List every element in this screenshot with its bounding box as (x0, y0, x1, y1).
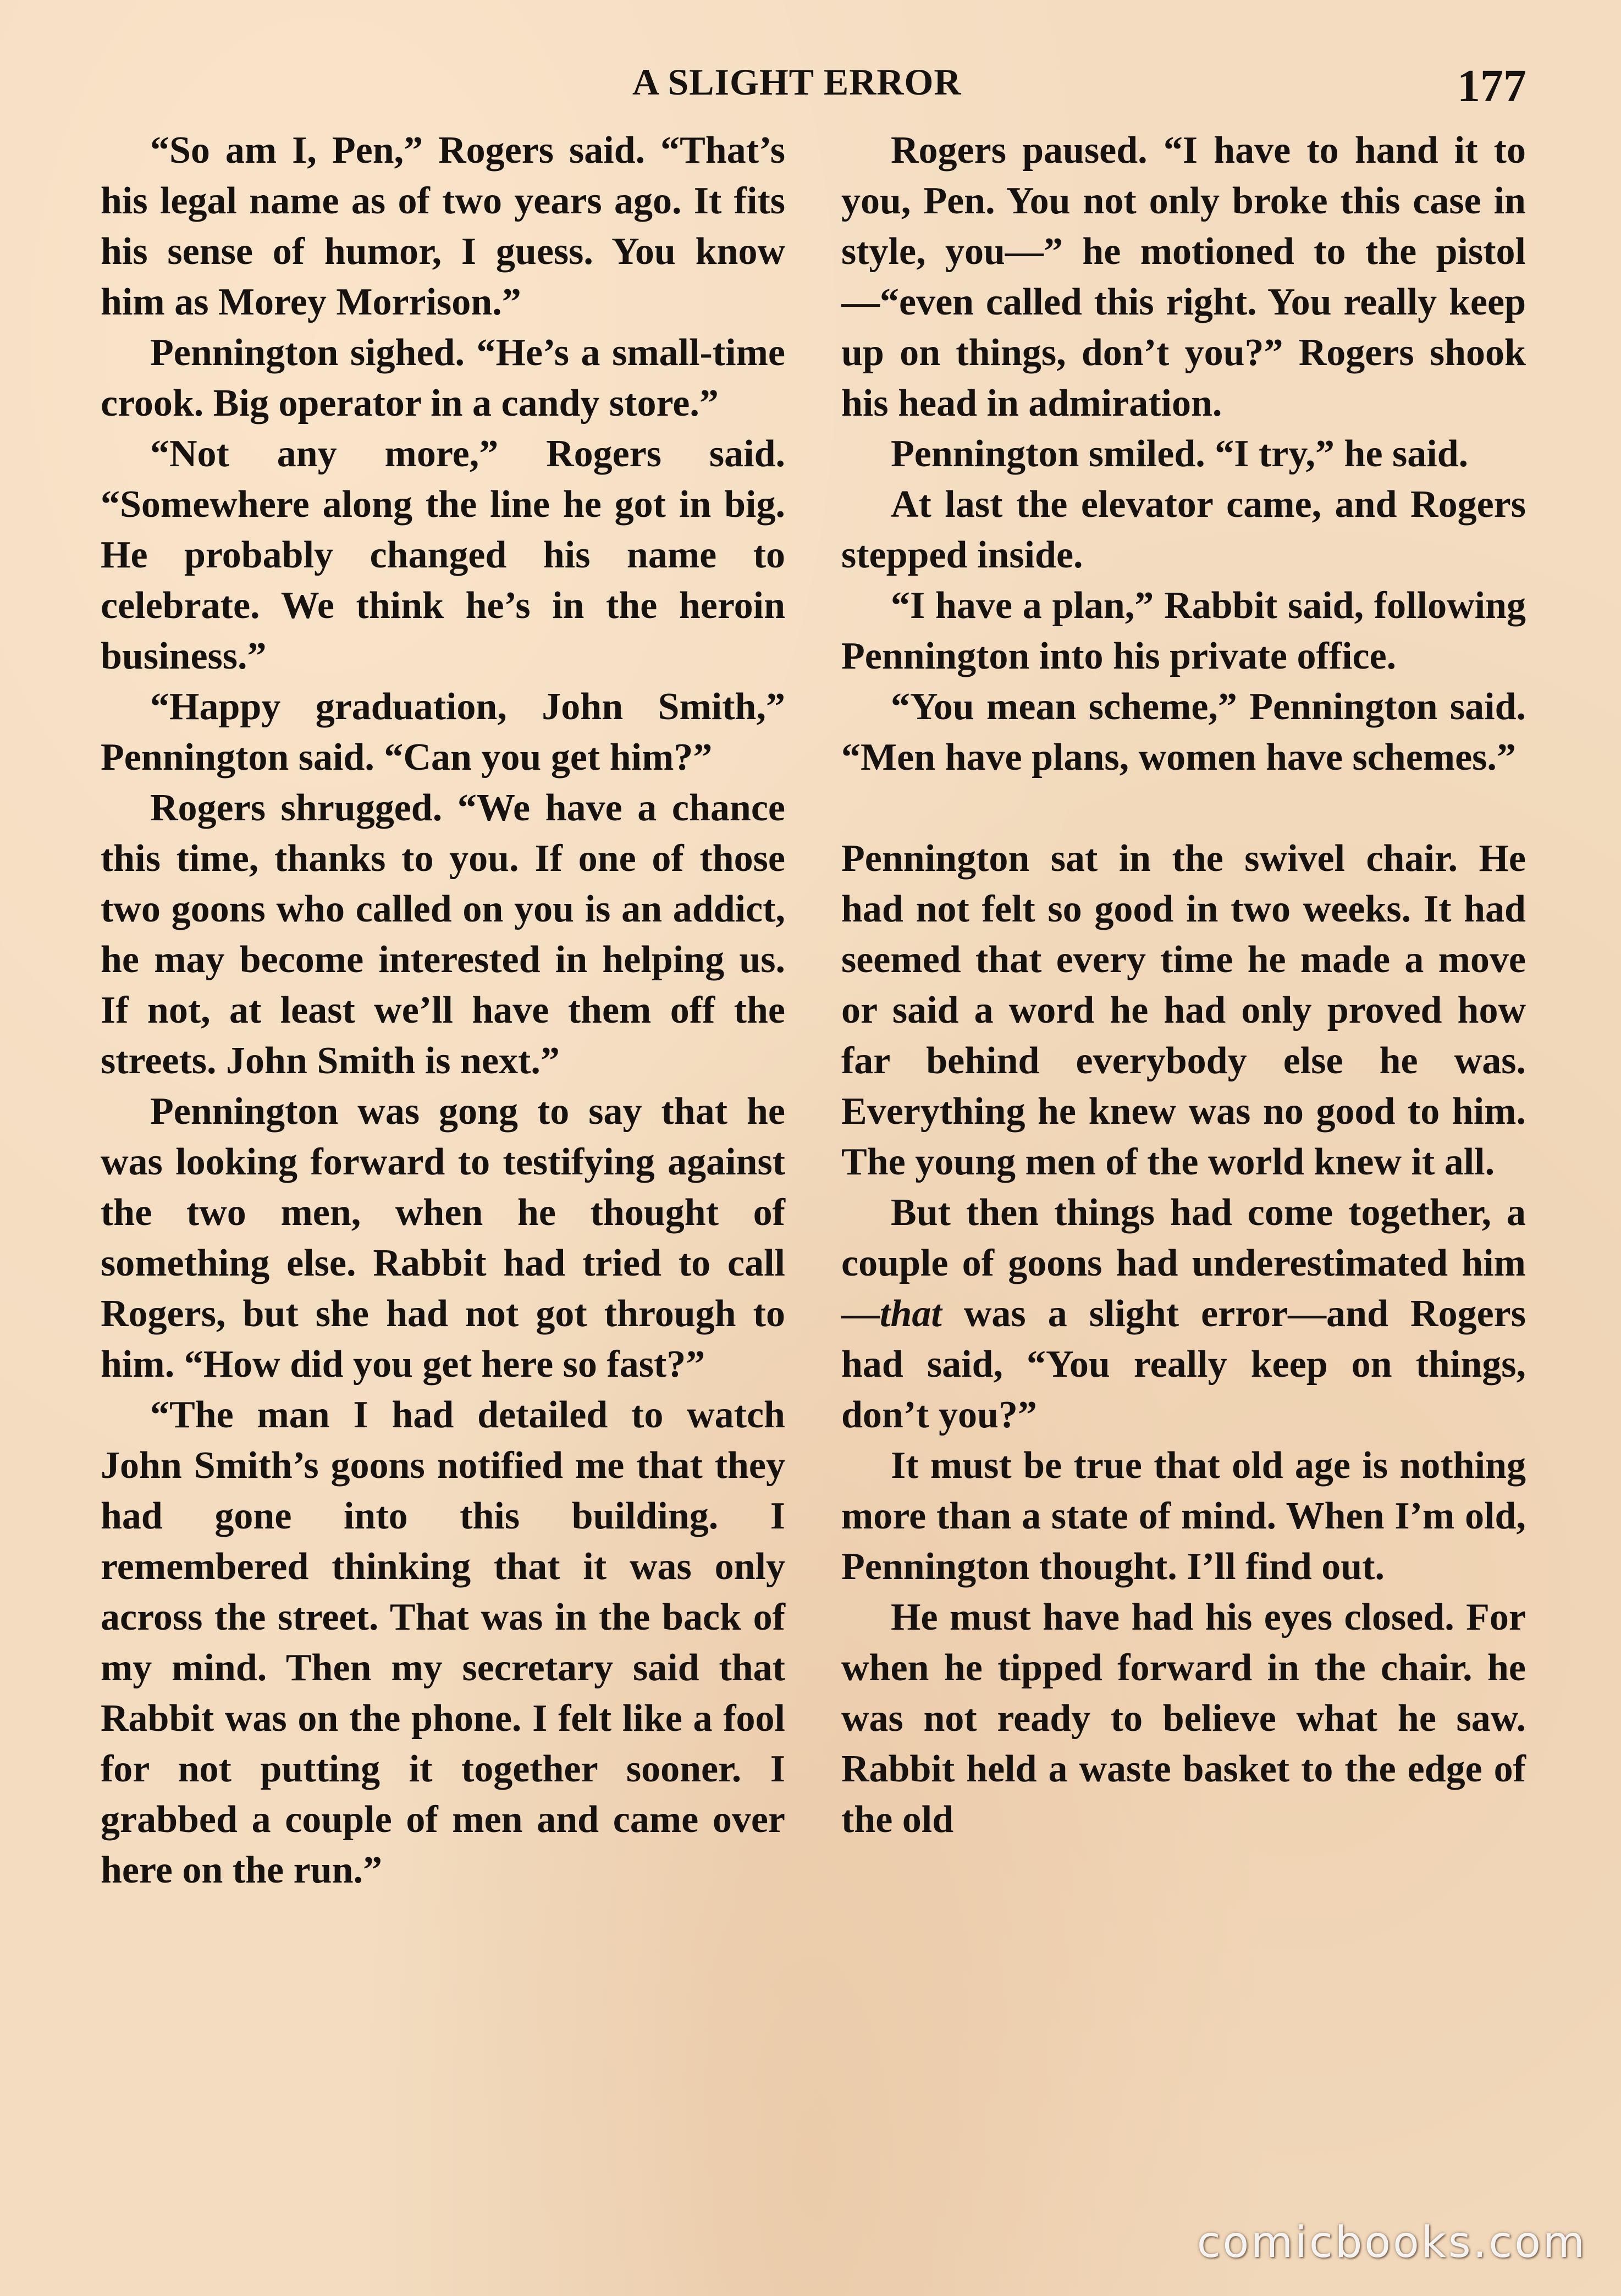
paragraph: Pennington was gong to say that he was looking forward to testifying against the two men, when he thought of something else. Rabbit had tried to call Rogers, but she had not got through to him. “How did you get here so fast?” (101, 1090, 785, 1386)
paragraph: “The man I had detailed to watch John Smith’s goons notified me that they had gone into this building. I remembered thinking that it was only across the street. That was in the back of my mind. Then my secretary said that Rabbit was on the phone. I felt like a fool for not putting it together sooner. I grabbed a couple of men and came over here on the run.” (101, 1394, 785, 1891)
paragraph: Rogers shrugged. “We have a chance this time, thanks to you. If one of those two goons who called on you is an addict, he may become interested in helping us. If not, at least we’ll have them off the streets. John Smith is next.” (101, 787, 785, 1082)
paragraph: “Happy graduation, John Smith,” Pennington said. “Can you get him?” (101, 686, 785, 779)
paragraph: “I have a plan,” Rabbit said, following Pennington into his private office. (841, 584, 1526, 677)
left-column (101, 125, 785, 1896)
italic-word: that (880, 1293, 942, 1335)
watermark: comicbooks.com (1197, 2218, 1587, 2267)
text-run: was a slight error—and Rogers had said, “You really keep on things, don’t you?” (841, 1293, 1526, 1436)
paragraph: At last the elevator came, and Rogers stepped inside. (841, 483, 1526, 576)
paragraph: Pennington smiled. “I try,” he said. (891, 433, 1469, 475)
paragraph: Rogers paused. “I have to hand it to you, Pen. You not only broke this case in style, you—” he motioned to the pistol—“even called this right. You really keep up on things, don’t you?” Rogers shook his head in admiration. (841, 129, 1526, 424)
paragraph: He must have had his eyes closed. For when he tipped forward in the chair. he was not ready to believe what he saw. Rabbit held a waste basket to the edge of the old (841, 1596, 1526, 1841)
text-run: But then things had come together, a couple of goons had underestimated him— (841, 1191, 1526, 1335)
page-number: 177 (1457, 60, 1526, 112)
right-column (841, 125, 1526, 1845)
running-title: A SLIGHT ERROR (632, 61, 962, 103)
paragraph-with-italic (841, 1188, 1526, 1440)
paragraph: “Not any more,” Rogers said. “Somewhere along the line he got in big. He probably changed his name to celebrate. We think he’s in the heroin business.” (101, 433, 785, 677)
paragraph: It must be true that old age is nothing more than a state of mind. When I’m old, Pennington thought. I’ll find out. (841, 1444, 1526, 1588)
paragraph: Pennington sighed. “He’s a small-time crook. Big operator in a candy store.” (101, 332, 785, 424)
paragraph: “You mean scheme,” Pennington said. “Men have plans, women have schemes.” (841, 686, 1526, 779)
section-start-paragraph: Pennington sat in the swivel chair. He had not felt so good in two weeks. It had seemed that every time he made a move or said a word he had only proved how far behind everybody else he was. Everything he knew was no good to him. The young men of the world knew it all. (841, 837, 1526, 1183)
paragraph: “So am I, Pen,” Rogers said. “That’s his legal name as of two years ago. It fits his sense of humor, I guess. You know him as Morey Morrison.” (101, 129, 785, 323)
